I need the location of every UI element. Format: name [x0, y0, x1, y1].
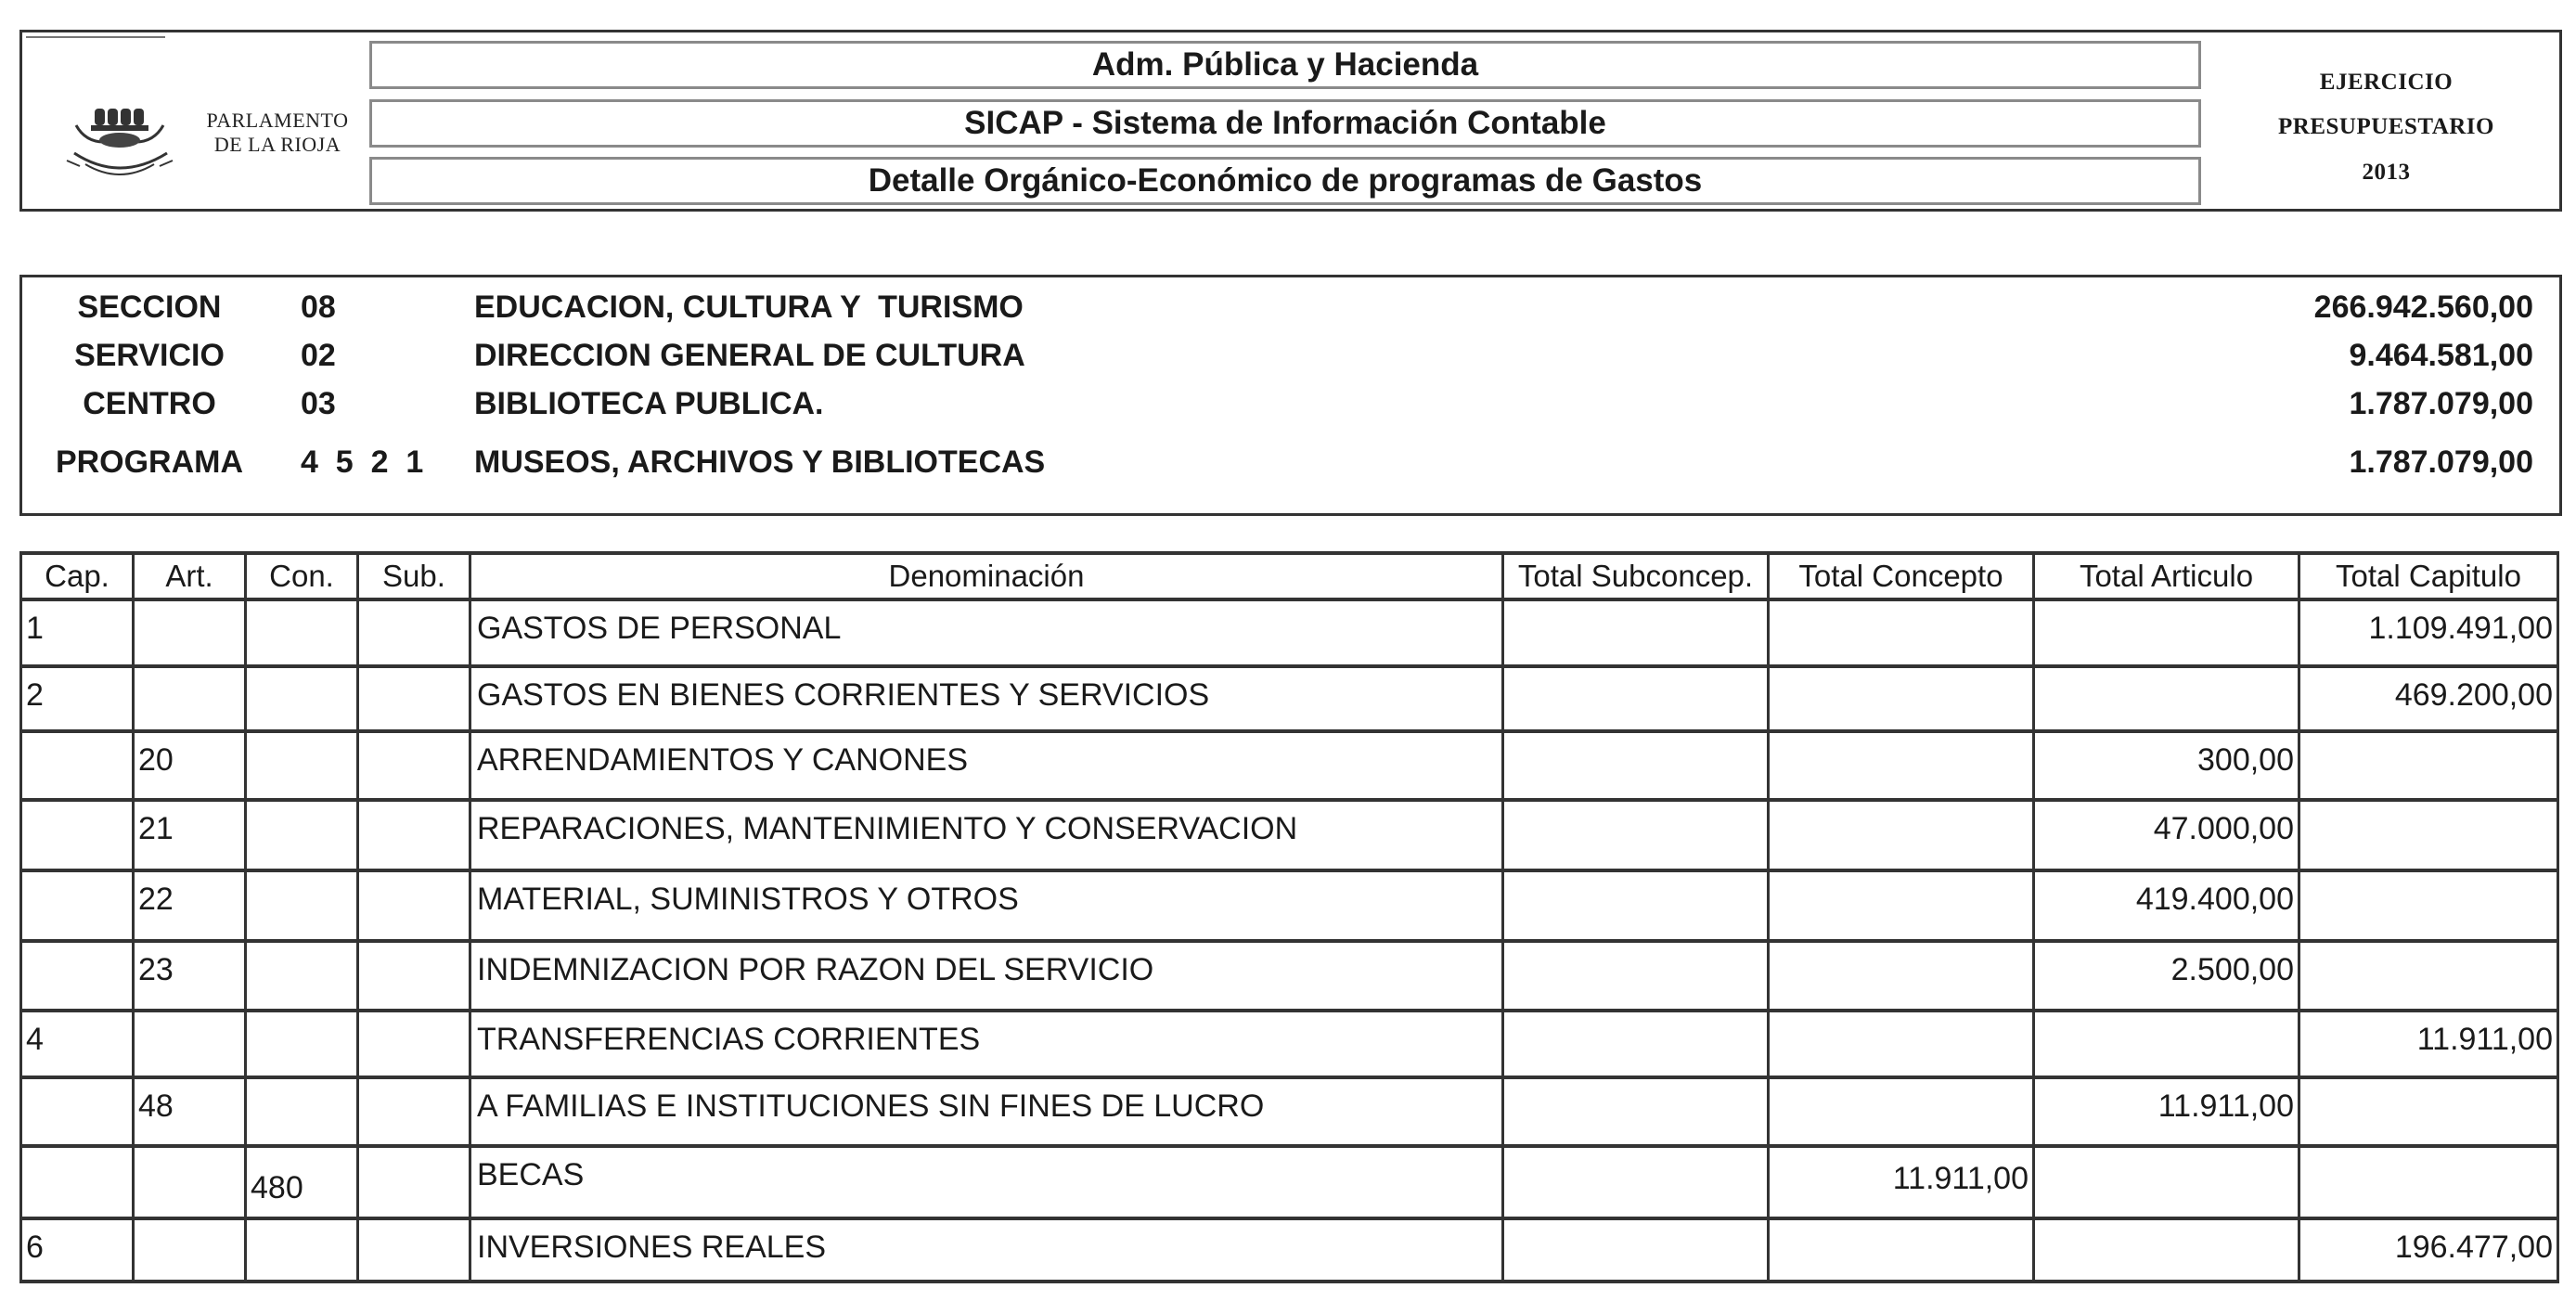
seccion-code: 08 [301, 290, 336, 325]
table-header-row [19, 551, 2559, 598]
cell-total-subconcepto [1501, 1217, 1767, 1283]
cell-total-articulo: 11.911,00 [2032, 1076, 2298, 1144]
cell-denominacion: INVERSIONES REALES [469, 1217, 1501, 1283]
cell-cap [19, 1144, 132, 1217]
logo-caption [175, 109, 380, 157]
table-row [19, 869, 2559, 939]
cell-total-concepto: 11.911,00 [1767, 1144, 2032, 1217]
servicio-description: DIRECCION GENERAL DE CULTURA [474, 338, 1025, 373]
col-header-cap: Cap. [19, 551, 132, 598]
cell-total-capitulo: 469.200,00 [2298, 664, 2559, 729]
cell-sub [356, 1009, 469, 1076]
cell-denominacion: BECAS [469, 1144, 1501, 1217]
cell-total-subconcepto [1501, 1009, 1767, 1076]
cell-total-subconcepto [1501, 664, 1767, 729]
cell-total-concepto [1767, 1217, 2032, 1283]
cell-art: 21 [132, 798, 244, 869]
table-row [19, 1144, 2559, 1217]
servicio-code: 02 [301, 338, 336, 373]
title-report: Detalle Orgánico-Económico de programas de Gastos [369, 157, 2201, 205]
title-department: Adm. Pública y Hacienda [369, 41, 2201, 89]
cell-total-concepto [1767, 1009, 2032, 1076]
cell-total-capitulo: 1.109.491,00 [2298, 598, 2559, 664]
table-row [19, 1009, 2559, 1076]
servicio-row [22, 338, 2559, 380]
cell-sub [356, 869, 469, 939]
logo-line-1: PARLAMENTO [206, 109, 349, 132]
cell-denominacion: TRANSFERENCIAS CORRIENTES [469, 1009, 1501, 1076]
cell-cap [19, 869, 132, 939]
cell-cap [19, 729, 132, 798]
cell-sub [356, 939, 469, 1009]
cell-art [132, 1217, 244, 1283]
cell-total-articulo [2032, 664, 2298, 729]
ejercicio-label: EJERCICIO [2319, 70, 2454, 95]
cell-cap: 4 [19, 1009, 132, 1076]
cell-denominacion: MATERIAL, SUMINISTROS Y OTROS [469, 869, 1501, 939]
cell-total-capitulo: 196.477,00 [2298, 1217, 2559, 1283]
seccion-description: EDUCACION, CULTURA Y TURISMO [474, 290, 1024, 325]
table-row [19, 598, 2559, 664]
cell-total-articulo [2032, 1009, 2298, 1076]
cell-sub [356, 798, 469, 869]
col-header-art: Art. [132, 551, 244, 598]
col-header-total-subconcepto: Total Subconcep. [1501, 551, 1767, 598]
table-row [19, 1217, 2559, 1283]
section-summary [19, 275, 2562, 516]
cell-total-articulo [2032, 1144, 2298, 1217]
cell-denominacion: GASTOS DE PERSONAL [469, 598, 1501, 664]
col-header-con: Con. [244, 551, 356, 598]
cell-total-capitulo [2298, 798, 2559, 869]
cell-denominacion: A FAMILIAS E INSTITUCIONES SIN FINES DE LUCRO [469, 1076, 1501, 1144]
cell-total-concepto [1767, 869, 2032, 939]
cell-con [244, 664, 356, 729]
cell-total-articulo: 419.400,00 [2032, 869, 2298, 939]
cell-denominacion: REPARACIONES, MANTENIMIENTO Y CONSERVACION [469, 798, 1501, 869]
cell-total-articulo [2032, 1217, 2298, 1283]
cell-total-subconcepto [1501, 798, 1767, 869]
cell-art [132, 1144, 244, 1217]
cell-total-articulo: 300,00 [2032, 729, 2298, 798]
cell-con [244, 798, 356, 869]
centro-row [22, 386, 2559, 429]
table-row [19, 1076, 2559, 1144]
cell-total-subconcepto [1501, 939, 1767, 1009]
programa-code: 4 5 2 1 [301, 444, 424, 480]
cell-total-subconcepto [1501, 729, 1767, 798]
cell-total-subconcepto [1501, 1144, 1767, 1217]
centro-code: 03 [301, 386, 336, 421]
seccion-row [22, 290, 2559, 332]
table-row [19, 798, 2559, 869]
cell-total-subconcepto [1501, 869, 1767, 939]
cell-sub [356, 1217, 469, 1283]
cell-art: 20 [132, 729, 244, 798]
cell-con [244, 598, 356, 664]
cell-total-articulo: 47.000,00 [2032, 798, 2298, 869]
title-system: SICAP - Sistema de Información Contable [369, 99, 2201, 148]
cell-denominacion: GASTOS EN BIENES CORRIENTES Y SERVICIOS [469, 664, 1501, 729]
cell-total-concepto [1767, 729, 2032, 798]
cell-con [244, 1009, 356, 1076]
col-header-total-concepto: Total Concepto [1767, 551, 2032, 598]
table-row [19, 729, 2559, 798]
cell-total-capitulo: 11.911,00 [2298, 1009, 2559, 1076]
cell-total-concepto [1767, 1076, 2032, 1144]
cell-total-capitulo [2298, 729, 2559, 798]
cell-total-concepto [1767, 939, 2032, 1009]
cell-total-concepto [1767, 598, 2032, 664]
centro-amount: 1.787.079,00 [2349, 386, 2533, 421]
seccion-amount: 266.942.560,00 [2313, 290, 2533, 325]
cell-total-capitulo [2298, 869, 2559, 939]
logo-line-2: DE LA RIOJA [213, 133, 341, 156]
col-header-total-articulo: Total Articulo [2032, 551, 2298, 598]
cell-total-concepto [1767, 798, 2032, 869]
cell-art: 22 [132, 869, 244, 939]
cell-con [244, 869, 356, 939]
centro-description: BIBLIOTECA PUBLICA. [474, 386, 824, 421]
cell-total-articulo [2032, 598, 2298, 664]
table-row [19, 664, 2559, 729]
cell-art: 48 [132, 1076, 244, 1144]
ejercicio-year: 2013 [2362, 160, 2411, 185]
cell-con [244, 1076, 356, 1144]
cell-sub [356, 664, 469, 729]
col-header-total-capitulo: Total Capitulo [2298, 551, 2559, 598]
cell-art [132, 1009, 244, 1076]
cell-art [132, 598, 244, 664]
cell-cap [19, 798, 132, 869]
cell-sub [356, 598, 469, 664]
cell-con: 480 [244, 1144, 356, 1217]
report-header [19, 30, 2562, 212]
presupuestario-label: PRESUPUESTARIO [2278, 114, 2494, 139]
cell-con [244, 939, 356, 1009]
cell-sub [356, 1144, 469, 1217]
cell-total-capitulo [2298, 1076, 2559, 1144]
header-rule [26, 36, 165, 38]
col-header-sub: Sub. [356, 551, 469, 598]
cell-total-subconcepto [1501, 598, 1767, 664]
cell-total-capitulo [2298, 939, 2559, 1009]
cell-cap [19, 1076, 132, 1144]
cell-denominacion: INDEMNIZACION POR RAZON DEL SERVICIO [469, 939, 1501, 1009]
cell-sub [356, 1076, 469, 1144]
cell-total-subconcepto [1501, 1076, 1767, 1144]
cell-sub [356, 729, 469, 798]
seccion-label: SECCION [77, 290, 222, 325]
expense-detail-table [19, 551, 2559, 1283]
col-header-denominacion: Denominación [469, 551, 1501, 598]
cell-cap: 6 [19, 1217, 132, 1283]
cell-art: 23 [132, 939, 244, 1009]
cell-denominacion: ARRENDAMIENTOS Y CANONES [469, 729, 1501, 798]
cell-total-capitulo [2298, 1144, 2559, 1217]
cell-total-concepto [1767, 664, 2032, 729]
cell-con [244, 729, 356, 798]
programa-label: PROGRAMA [55, 444, 244, 480]
centro-label: CENTRO [83, 386, 216, 421]
programa-row [22, 444, 2559, 487]
cell-con [244, 1217, 356, 1283]
servicio-amount: 9.464.581,00 [2349, 338, 2533, 373]
programa-amount: 1.787.079,00 [2349, 444, 2533, 480]
cell-total-articulo: 2.500,00 [2032, 939, 2298, 1009]
servicio-label: SERVICIO [74, 338, 225, 373]
cell-cap: 1 [19, 598, 132, 664]
cell-art [132, 664, 244, 729]
cell-cap: 2 [19, 664, 132, 729]
cell-cap [19, 939, 132, 1009]
table-row [19, 939, 2559, 1009]
programa-description: MUSEOS, ARCHIVOS Y BIBLIOTECAS [474, 444, 1046, 480]
